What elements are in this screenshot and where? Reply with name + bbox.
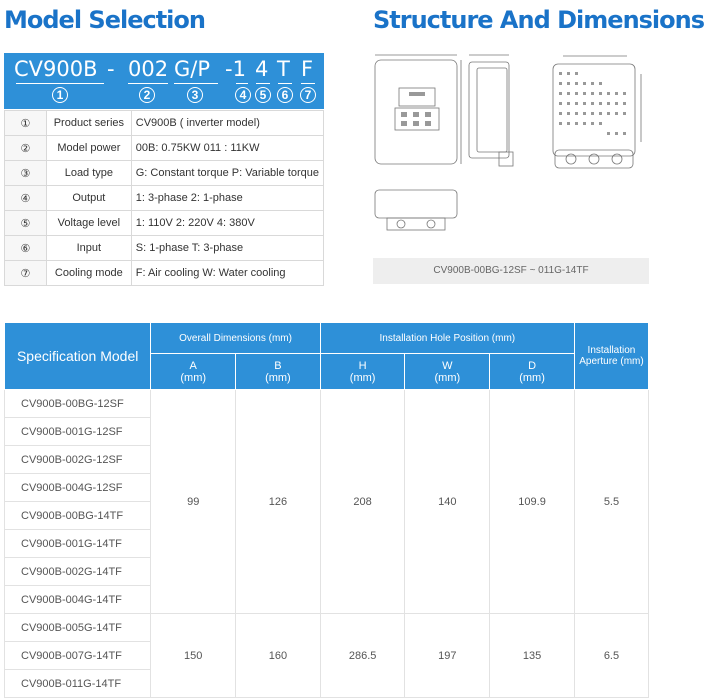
row-label: Voltage level bbox=[46, 211, 131, 236]
model-cell: CV900B-001G-14TF bbox=[5, 530, 151, 558]
front-view-display bbox=[399, 88, 435, 106]
model-selection-table bbox=[4, 110, 324, 286]
code-number-2: 2 bbox=[139, 87, 155, 103]
value-h: 286.5 bbox=[320, 614, 405, 698]
row-label: Input bbox=[46, 236, 131, 261]
selection-row bbox=[5, 161, 324, 186]
selection-row bbox=[5, 111, 324, 136]
row-label: Cooling mode bbox=[46, 261, 131, 286]
row-value: 00B: 0.75KW 011 : 11KW bbox=[131, 136, 323, 161]
dimension-drawings bbox=[373, 50, 649, 245]
value-b: 126 bbox=[236, 390, 321, 614]
specification-table bbox=[4, 322, 649, 698]
row-number: ⑦ bbox=[20, 267, 31, 280]
col-h-header: H (mm) bbox=[320, 354, 405, 390]
row-number: ③ bbox=[20, 167, 31, 180]
row-number: ⑥ bbox=[20, 242, 31, 255]
model-cell: CV900B-00BG-14TF bbox=[5, 502, 151, 530]
value-d: 135 bbox=[490, 614, 575, 698]
value-aperture: 6.5 bbox=[574, 614, 648, 698]
code-number-6: 6 bbox=[277, 87, 293, 103]
code-number-4: 4 bbox=[235, 87, 251, 103]
row-value: F: Air cooling W: Water cooling bbox=[131, 261, 323, 286]
value-aperture: 5.5 bbox=[574, 390, 648, 614]
col-w-header: W (mm) bbox=[405, 354, 490, 390]
model-cell: CV900B-002G-12SF bbox=[5, 446, 151, 474]
front-view-keypad bbox=[395, 108, 439, 130]
col-b-header: B (mm) bbox=[236, 354, 321, 390]
selection-row bbox=[5, 136, 324, 161]
value-w: 197 bbox=[405, 614, 490, 698]
model-cell: CV900B-005G-14TF bbox=[5, 614, 151, 642]
overall-dimensions-header: Overall Dimensions (mm) bbox=[151, 323, 320, 354]
code-power: 002 bbox=[128, 57, 169, 81]
value-a: 150 bbox=[151, 614, 236, 698]
table-row bbox=[5, 390, 649, 418]
selection-row bbox=[5, 211, 324, 236]
code-output: -1 bbox=[225, 57, 246, 81]
row-number: ② bbox=[20, 142, 31, 155]
side-view-outline bbox=[469, 62, 509, 158]
model-cell: CV900B-007G-14TF bbox=[5, 642, 151, 670]
model-cell: CV900B-00BG-12SF bbox=[5, 390, 151, 418]
code-number-3: 3 bbox=[187, 87, 203, 103]
value-a: 99 bbox=[151, 390, 236, 614]
model-cell: CV900B-001G-12SF bbox=[5, 418, 151, 446]
selection-row bbox=[5, 236, 324, 261]
row-value: G: Constant torque P: Variable torque bbox=[131, 161, 323, 186]
spec-model-header: Specification Model bbox=[5, 323, 151, 390]
model-cell: CV900B-002G-14TF bbox=[5, 558, 151, 586]
row-value: S: 1-phase T: 3-phase bbox=[131, 236, 323, 261]
row-label: Output bbox=[46, 186, 131, 211]
row-number: ④ bbox=[20, 192, 31, 205]
col-a-header: A (mm) bbox=[151, 354, 236, 390]
drawing-caption: CV900B-00BG-12SF ~ 011G-14TF bbox=[373, 258, 649, 284]
installation-hole-header: Installation Hole Position (mm) bbox=[320, 323, 574, 354]
code-series: CV900B bbox=[14, 57, 98, 81]
model-cell: CV900B-011G-14TF bbox=[5, 670, 151, 698]
code-voltage: 4 bbox=[255, 57, 269, 81]
row-label: Product series bbox=[46, 111, 131, 136]
value-b: 160 bbox=[236, 614, 321, 698]
bottom-view-outline bbox=[375, 190, 457, 218]
model-cell: CV900B-004G-14TF bbox=[5, 586, 151, 614]
row-number: ⑤ bbox=[20, 217, 31, 230]
row-value: 1: 3-phase 2: 1-phase bbox=[131, 186, 323, 211]
value-w: 140 bbox=[405, 390, 490, 614]
value-h: 208 bbox=[320, 390, 405, 614]
installation-aperture-header: Installation Aperture (mm) bbox=[574, 323, 648, 390]
value-d: 109.9 bbox=[490, 390, 575, 614]
code-dash: - bbox=[107, 57, 115, 81]
code-number-7: 7 bbox=[300, 87, 316, 103]
col-d-header: D (mm) bbox=[490, 354, 575, 390]
row-value: 1: 110V 2: 220V 4: 380V bbox=[131, 211, 323, 236]
model-selection-heading: Model Selection bbox=[4, 6, 205, 34]
code-load: G/P bbox=[174, 57, 211, 81]
row-number: ① bbox=[20, 117, 31, 130]
code-number-1: 1 bbox=[52, 87, 68, 103]
table-row bbox=[5, 614, 649, 642]
row-label: Model power bbox=[46, 136, 131, 161]
model-cell: CV900B-004G-12SF bbox=[5, 474, 151, 502]
selection-row bbox=[5, 261, 324, 286]
code-input: T bbox=[277, 57, 290, 81]
code-cooling: F bbox=[301, 57, 314, 81]
row-label: Load type bbox=[46, 161, 131, 186]
row-value: CV900B ( inverter model) bbox=[131, 111, 323, 136]
code-number-5: 5 bbox=[255, 87, 271, 103]
model-code-banner bbox=[4, 53, 324, 109]
back-view-outline bbox=[553, 64, 635, 156]
selection-row bbox=[5, 186, 324, 211]
structure-heading: Structure And Dimensions bbox=[373, 6, 704, 34]
